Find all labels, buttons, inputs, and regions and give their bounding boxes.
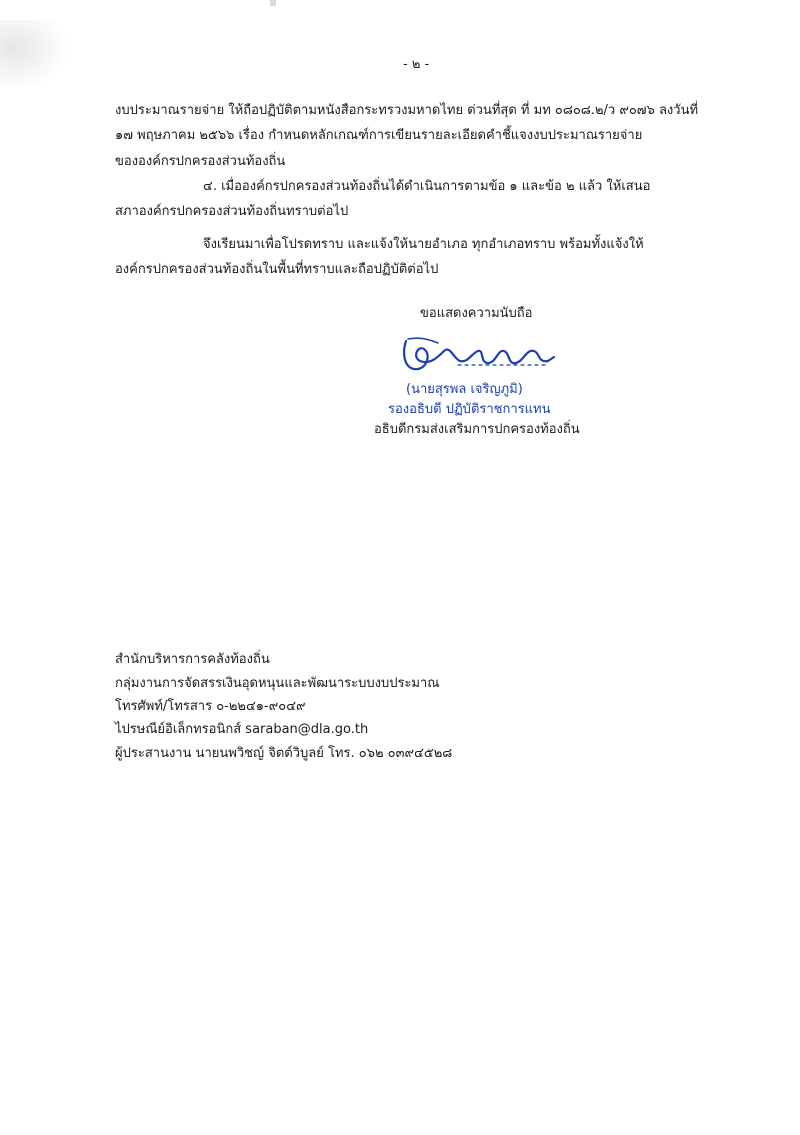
scan-shadow	[0, 20, 70, 90]
handwritten-signature	[398, 335, 558, 375]
closing-salutation: ขอแสดงความนับถือ	[420, 306, 533, 321]
footer-phone-fax: โทรศัพท์/โทรสาร ๐-๒๒๔๑-๙๐๔๙	[115, 699, 306, 714]
footer-email: ไปรษณีย์อิเล็กทรอนิกส์ saraban@dla.go.th	[115, 722, 369, 737]
paragraph-1-line-1: งบประมาณรายจ่าย ให้ถือปฏิบัติตามหนังสือกระทรวงมหาดไทย ด่วนที่สุด ที่ มท ๐๘๐๘.๒/ว ๙๐๗๖ ลงวันที่	[115, 103, 699, 118]
paragraph-3-line-2: องค์กรปกครองส่วนท้องถิ่นในพื้นที่ทราบและถือปฏิบัติต่อไป	[115, 262, 439, 277]
signer-position: รองอธิบดี ปฏิบัติราชการแทน	[388, 402, 551, 417]
footer-division: กลุ่มงานการจัดสรรเงินอุดหนุนและพัฒนาระบบงบประมาณ	[115, 676, 440, 691]
paragraph-2-line-1: ๔. เมื่อองค์กรปกครองส่วนท้องถิ่นได้ดำเนินการตามข้อ ๑ และข้อ ๒ แล้ว ให้เสนอ	[203, 179, 651, 194]
signer-title: อธิบดีกรมส่งเสริมการปกครองท้องถิ่น	[374, 422, 580, 437]
paragraph-1-line-3: ขององค์กรปกครองส่วนท้องถิ่น	[115, 154, 286, 169]
footer-coordinator: ผู้ประสานงาน นายนพวิชญ์ จิตต์วิบูลย์ โทร. ๐๖๒ ๐๓๙๔๕๒๘	[115, 746, 453, 761]
page-number: - ๒ -	[403, 57, 430, 72]
signer-name: (นายสุรพล เจริญภูมิ)	[406, 382, 523, 397]
paragraph-1-line-2: ๑๗ พฤษภาคม ๒๕๖๖ เรื่อง กำหนดหลักเกณฑ์การเขียนรายละเอียดคำชี้แจงงบประมาณรายจ่าย	[115, 128, 643, 143]
footer-office: สำนักบริหารการคลังท้องถิ่น	[115, 652, 270, 667]
scan-mark	[270, 0, 276, 6]
paragraph-2-line-2: สภาองค์กรปกครองส่วนท้องถิ่นทราบต่อไป	[115, 204, 349, 219]
paragraph-3-line-1: จึงเรียนมาเพื่อโปรดทราบ และแจ้งให้นายอำเภอ ทุกอำเภอทราบ พร้อมทั้งแจ้งให้	[203, 237, 644, 252]
